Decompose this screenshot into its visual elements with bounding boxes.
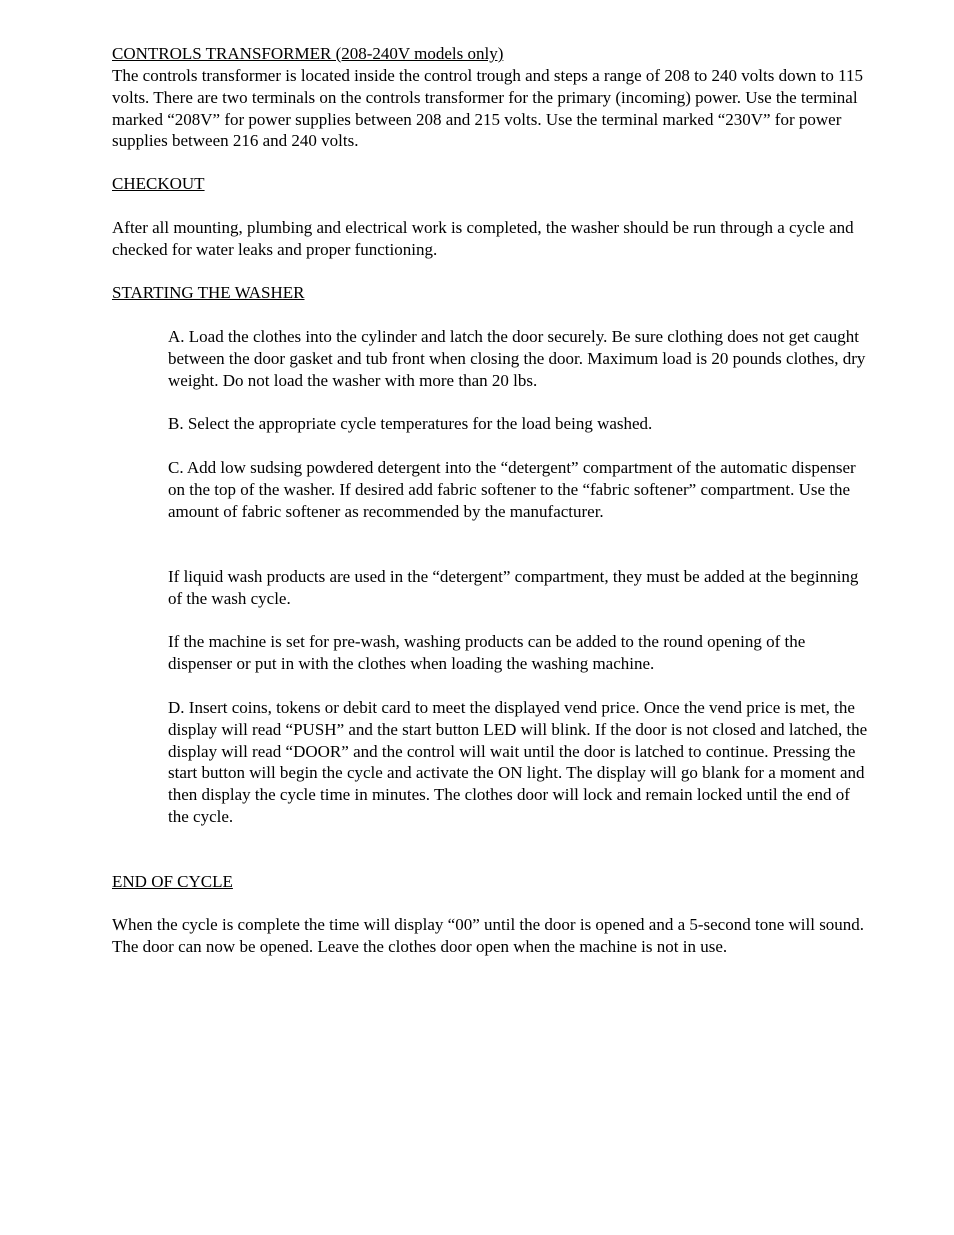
paragraph-end-of-cycle: When the cycle is complete the time will display “00” until the door is opened and a 5-second tone will sound. The door can now be opened. Leave the clothes door open when the machine is not in use. bbox=[112, 915, 865, 956]
step-b: B. Select the appropriate cycle temperatures for the load being washed. bbox=[168, 414, 653, 433]
step-d: D. Insert coins, tokens or debit card to meet the displayed vend price. Once the vend price is met, the display will read “PUSH” and the start button LED will blink. If the door is not closed and latched, the display will read “DOOR” and the control will wait until the door is latched to continue. Pressing the start button will begin the cycle and activate the ON light. The display will go blank for a moment and then display the cycle time in minutes. The clothes door will lock and remain locked until the end of the cycle. bbox=[168, 698, 868, 826]
step-a: A. Load the clothes into the cylinder and latch the door securely. Be sure clothing does not get caught between the door gasket and tub front when closing the door. Maximum load is 20 pounds clothes, dry weight. Do not load the washer with more than 20 lbs. bbox=[168, 327, 866, 390]
note-prewash: If the machine is set for pre-wash, washing products can be added to the round opening of the dispenser or put in with the clothes when loading the washing machine. bbox=[168, 632, 806, 673]
heading-end-of-cycle: END OF CYCLE bbox=[112, 872, 233, 891]
heading-controls-transformer: CONTROLS TRANSFORMER (208-240V models only) bbox=[112, 44, 504, 63]
paragraph-controls-transformer: The controls transformer is located inside the control trough and steps a range of 208 to 240 volts down to 115 volts. There are two terminals on the controls transformer for the primary (incoming) power. Use the terminal marked “208V” for power supplies between 208 and 215 volts. Use the terminal marked “230V” for power supplies between 216 and 240 volts. bbox=[112, 66, 863, 151]
step-c: C. Add low sudsing powdered detergent into the “detergent” compartment of the automatic dispenser on the top of the washer. If desired add fabric softener to the “fabric softener” compartment. Use the amount of fabric softener as recommended by the manufacturer. bbox=[168, 458, 856, 521]
paragraph-checkout: After all mounting, plumbing and electrical work is completed, the washer should be run through a cycle and checked for water leaks and proper functioning. bbox=[112, 218, 854, 259]
heading-starting-the-washer: STARTING THE WASHER bbox=[112, 283, 305, 302]
note-liquid-products: If liquid wash products are used in the “detergent” compartment, they must be added at the beginning of the wash cycle. bbox=[168, 567, 859, 608]
heading-checkout: CHECKOUT bbox=[112, 174, 205, 193]
